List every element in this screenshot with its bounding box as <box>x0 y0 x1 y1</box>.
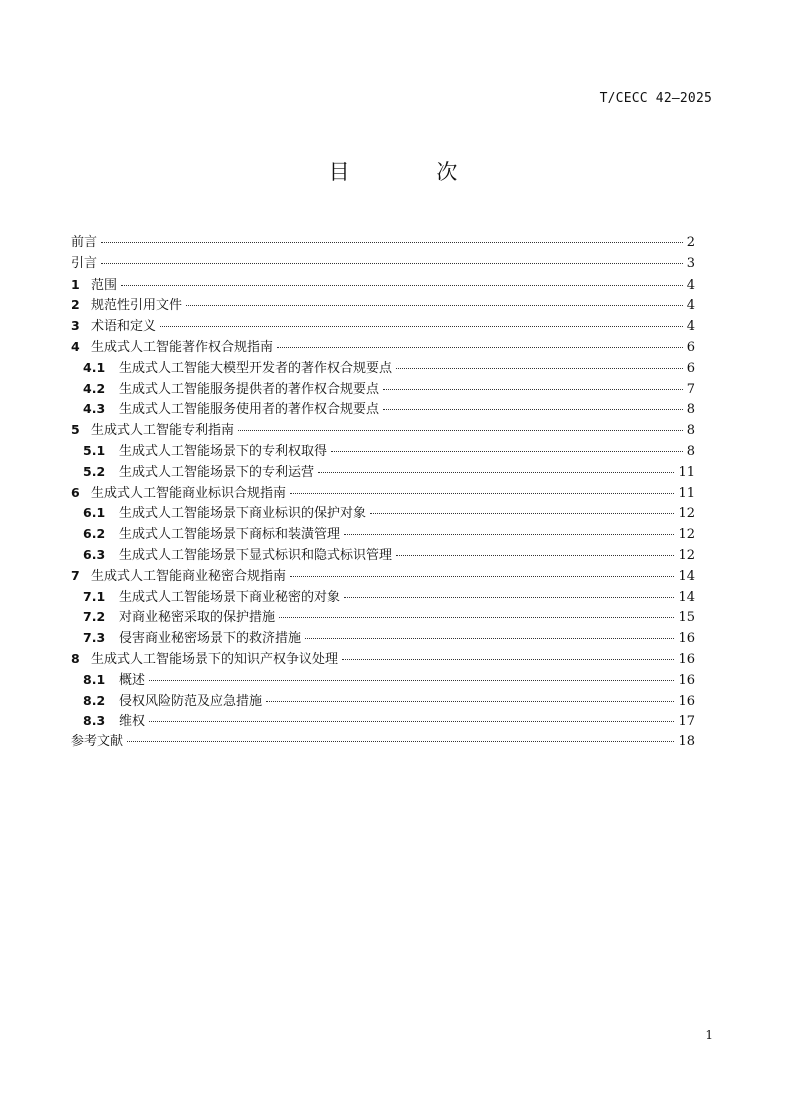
toc-entry-page: 12 <box>678 547 695 563</box>
toc-entry[interactable] <box>71 441 695 462</box>
dot-leader <box>121 285 683 286</box>
dot-leader <box>149 680 674 681</box>
toc-entry-title: 生成式人工智能场景下的专利运营 <box>119 464 315 480</box>
dot-leader <box>149 721 674 722</box>
toc-entry-number: 8 <box>71 650 80 666</box>
dot-leader <box>290 576 674 577</box>
page-number: 1 <box>705 1028 713 1042</box>
toc-entry-page: 14 <box>678 568 695 584</box>
toc-entry[interactable] <box>71 711 695 732</box>
toc-entry-number: 3 <box>71 318 80 334</box>
dot-leader <box>266 701 674 702</box>
toc-entry-number: 7.1 <box>83 588 106 604</box>
toc-entry[interactable] <box>71 337 695 358</box>
toc-entry-title: 引言 <box>71 255 98 271</box>
toc-entry-title: 生成式人工智能场景下商标和装潢管理 <box>119 527 341 543</box>
page-title: 目 次 <box>328 160 498 184</box>
toc-entry-page: 2 <box>686 235 695 250</box>
toc-entry-page: 4 <box>686 277 695 293</box>
toc-entry[interactable] <box>71 358 695 379</box>
toc-entry-page: 14 <box>678 589 695 605</box>
toc-entry-number: 7.2 <box>83 609 106 625</box>
toc-entry-title: 规范性引用文件 <box>91 298 183 314</box>
toc-entry-title: 维权 <box>119 714 146 730</box>
toc-entry-page: 12 <box>678 527 695 543</box>
dot-leader <box>290 493 674 494</box>
toc-entry-title: 对商业秘密采取的保护措施 <box>119 610 276 626</box>
dot-leader <box>277 347 683 348</box>
dot-leader <box>101 263 683 264</box>
toc-entry-number: 5.1 <box>83 442 106 458</box>
toc-entry-page: 4 <box>686 298 695 314</box>
dot-leader <box>160 326 683 327</box>
toc-entry[interactable] <box>71 649 695 670</box>
toc-entry-title: 生成式人工智能场景下商业秘密的对象 <box>119 589 341 605</box>
toc-entry[interactable] <box>71 628 695 649</box>
toc-entry-number: 7.3 <box>83 630 106 646</box>
toc-entry[interactable] <box>71 420 695 441</box>
dot-leader <box>318 472 674 473</box>
toc-entry[interactable] <box>71 399 695 420</box>
toc-entry-title: 生成式人工智能场景下显式标识和隐式标识管理 <box>119 547 393 563</box>
toc-entry-title: 术语和定义 <box>91 319 157 335</box>
dot-leader <box>279 617 674 618</box>
toc-entry-page: 16 <box>678 631 695 647</box>
toc-entry-title: 生成式人工智能著作权合规指南 <box>91 339 274 355</box>
toc-entry[interactable] <box>71 254 695 275</box>
toc-entry-page: 16 <box>678 651 695 667</box>
toc-entry-number: 5 <box>71 422 80 438</box>
toc-entry-number: 6 <box>71 484 80 500</box>
toc-entry-title: 生成式人工智能场景下商业标识的保护对象 <box>119 506 367 522</box>
toc-entry-page: 3 <box>686 255 695 271</box>
toc-entry[interactable] <box>71 462 695 483</box>
toc-entry-title: 概述 <box>119 672 146 688</box>
toc-entry-title: 生成式人工智能大模型开发者的著作权合规要点 <box>119 360 393 376</box>
toc-entry-page: 17 <box>678 714 695 730</box>
dot-leader <box>370 513 674 514</box>
toc-entry-page: 12 <box>678 506 695 522</box>
toc-entry-page: 4 <box>686 319 695 335</box>
toc-entry-title: 侵权风险防范及应急措施 <box>119 693 263 709</box>
toc-entry[interactable] <box>71 670 695 691</box>
toc-entry-number: 6.2 <box>83 526 106 542</box>
toc-entry-title: 生成式人工智能商业秘密合规指南 <box>91 568 287 584</box>
toc-entry[interactable] <box>71 524 695 545</box>
toc-entry-number: 8.2 <box>83 692 106 708</box>
toc-entry-page: 16 <box>678 672 695 688</box>
toc-entry-page: 15 <box>678 610 695 626</box>
toc-entry[interactable] <box>71 545 695 566</box>
toc-entry-title: 生成式人工智能服务提供者的著作权合规要点 <box>119 381 380 397</box>
toc-entry-page: 6 <box>686 339 695 355</box>
toc-entry-page: 7 <box>686 381 695 397</box>
toc-entry-number: 4.2 <box>83 380 106 396</box>
toc-entry[interactable] <box>71 275 695 296</box>
toc-entry-number: 5.2 <box>83 463 106 479</box>
dot-leader <box>344 534 674 535</box>
toc-entry-number: 8.1 <box>83 671 106 687</box>
toc-entry[interactable] <box>71 587 695 608</box>
toc-entry-number: 4.3 <box>83 401 106 417</box>
toc-entry-page: 11 <box>678 485 695 501</box>
toc-entry-page: 18 <box>678 734 695 750</box>
dot-leader <box>186 305 683 306</box>
toc-entry-page: 8 <box>686 423 695 439</box>
dot-leader <box>331 451 683 452</box>
dot-leader <box>383 409 683 410</box>
dot-leader <box>342 659 674 660</box>
toc-entry-title: 侵害商业秘密场景下的救济措施 <box>119 631 302 647</box>
toc-entry-number: 2 <box>71 297 80 313</box>
toc-entry-page: 11 <box>678 464 695 480</box>
toc-entry-number: 4.1 <box>83 359 106 375</box>
dot-leader <box>127 741 674 742</box>
toc-entry-number: 4 <box>71 338 80 354</box>
dot-leader <box>396 368 683 369</box>
dot-leader <box>396 555 674 556</box>
toc-entry-page: 6 <box>686 360 695 376</box>
dot-leader <box>101 242 683 243</box>
toc-entry-number: 1 <box>71 276 80 292</box>
toc-entry-title: 生成式人工智能服务使用者的著作权合规要点 <box>119 402 380 418</box>
toc-entry-title: 参考文献 <box>71 734 124 750</box>
toc-entry[interactable] <box>71 295 695 316</box>
toc-entry[interactable] <box>71 483 695 504</box>
document-code: T/CECC 42—2025 <box>599 91 712 106</box>
toc-entry-title: 生成式人工智能商业标识合规指南 <box>91 485 287 501</box>
dot-leader <box>305 638 674 639</box>
toc-entry[interactable] <box>71 379 695 400</box>
toc-entry-title: 生成式人工智能专利指南 <box>91 423 235 439</box>
toc-entry-page: 8 <box>686 443 695 459</box>
toc-entry-page: 8 <box>686 402 695 418</box>
toc-entry-number: 7 <box>71 567 80 583</box>
toc-entry[interactable] <box>71 691 695 712</box>
toc-entry-title: 生成式人工智能场景下的专利权取得 <box>119 443 328 459</box>
dot-leader <box>344 597 674 598</box>
toc-entry[interactable] <box>71 233 695 254</box>
toc-entry[interactable] <box>71 607 695 628</box>
toc-entry-number: 8.3 <box>83 713 106 729</box>
dot-leader <box>383 389 683 390</box>
toc-entry-page: 16 <box>678 693 695 709</box>
table-of-contents <box>71 233 695 753</box>
toc-entry-title: 范围 <box>91 277 118 293</box>
dot-leader <box>238 430 683 431</box>
toc-entry-title: 前言 <box>71 235 98 250</box>
toc-entry[interactable] <box>71 503 695 524</box>
toc-entry-title: 生成式人工智能场景下的知识产权争议处理 <box>91 651 339 667</box>
toc-entry[interactable] <box>71 732 695 753</box>
toc-entry-number: 6.3 <box>83 546 106 562</box>
toc-entry[interactable] <box>71 316 695 337</box>
toc-entry-number: 6.1 <box>83 505 106 521</box>
toc-entry[interactable] <box>71 566 695 587</box>
